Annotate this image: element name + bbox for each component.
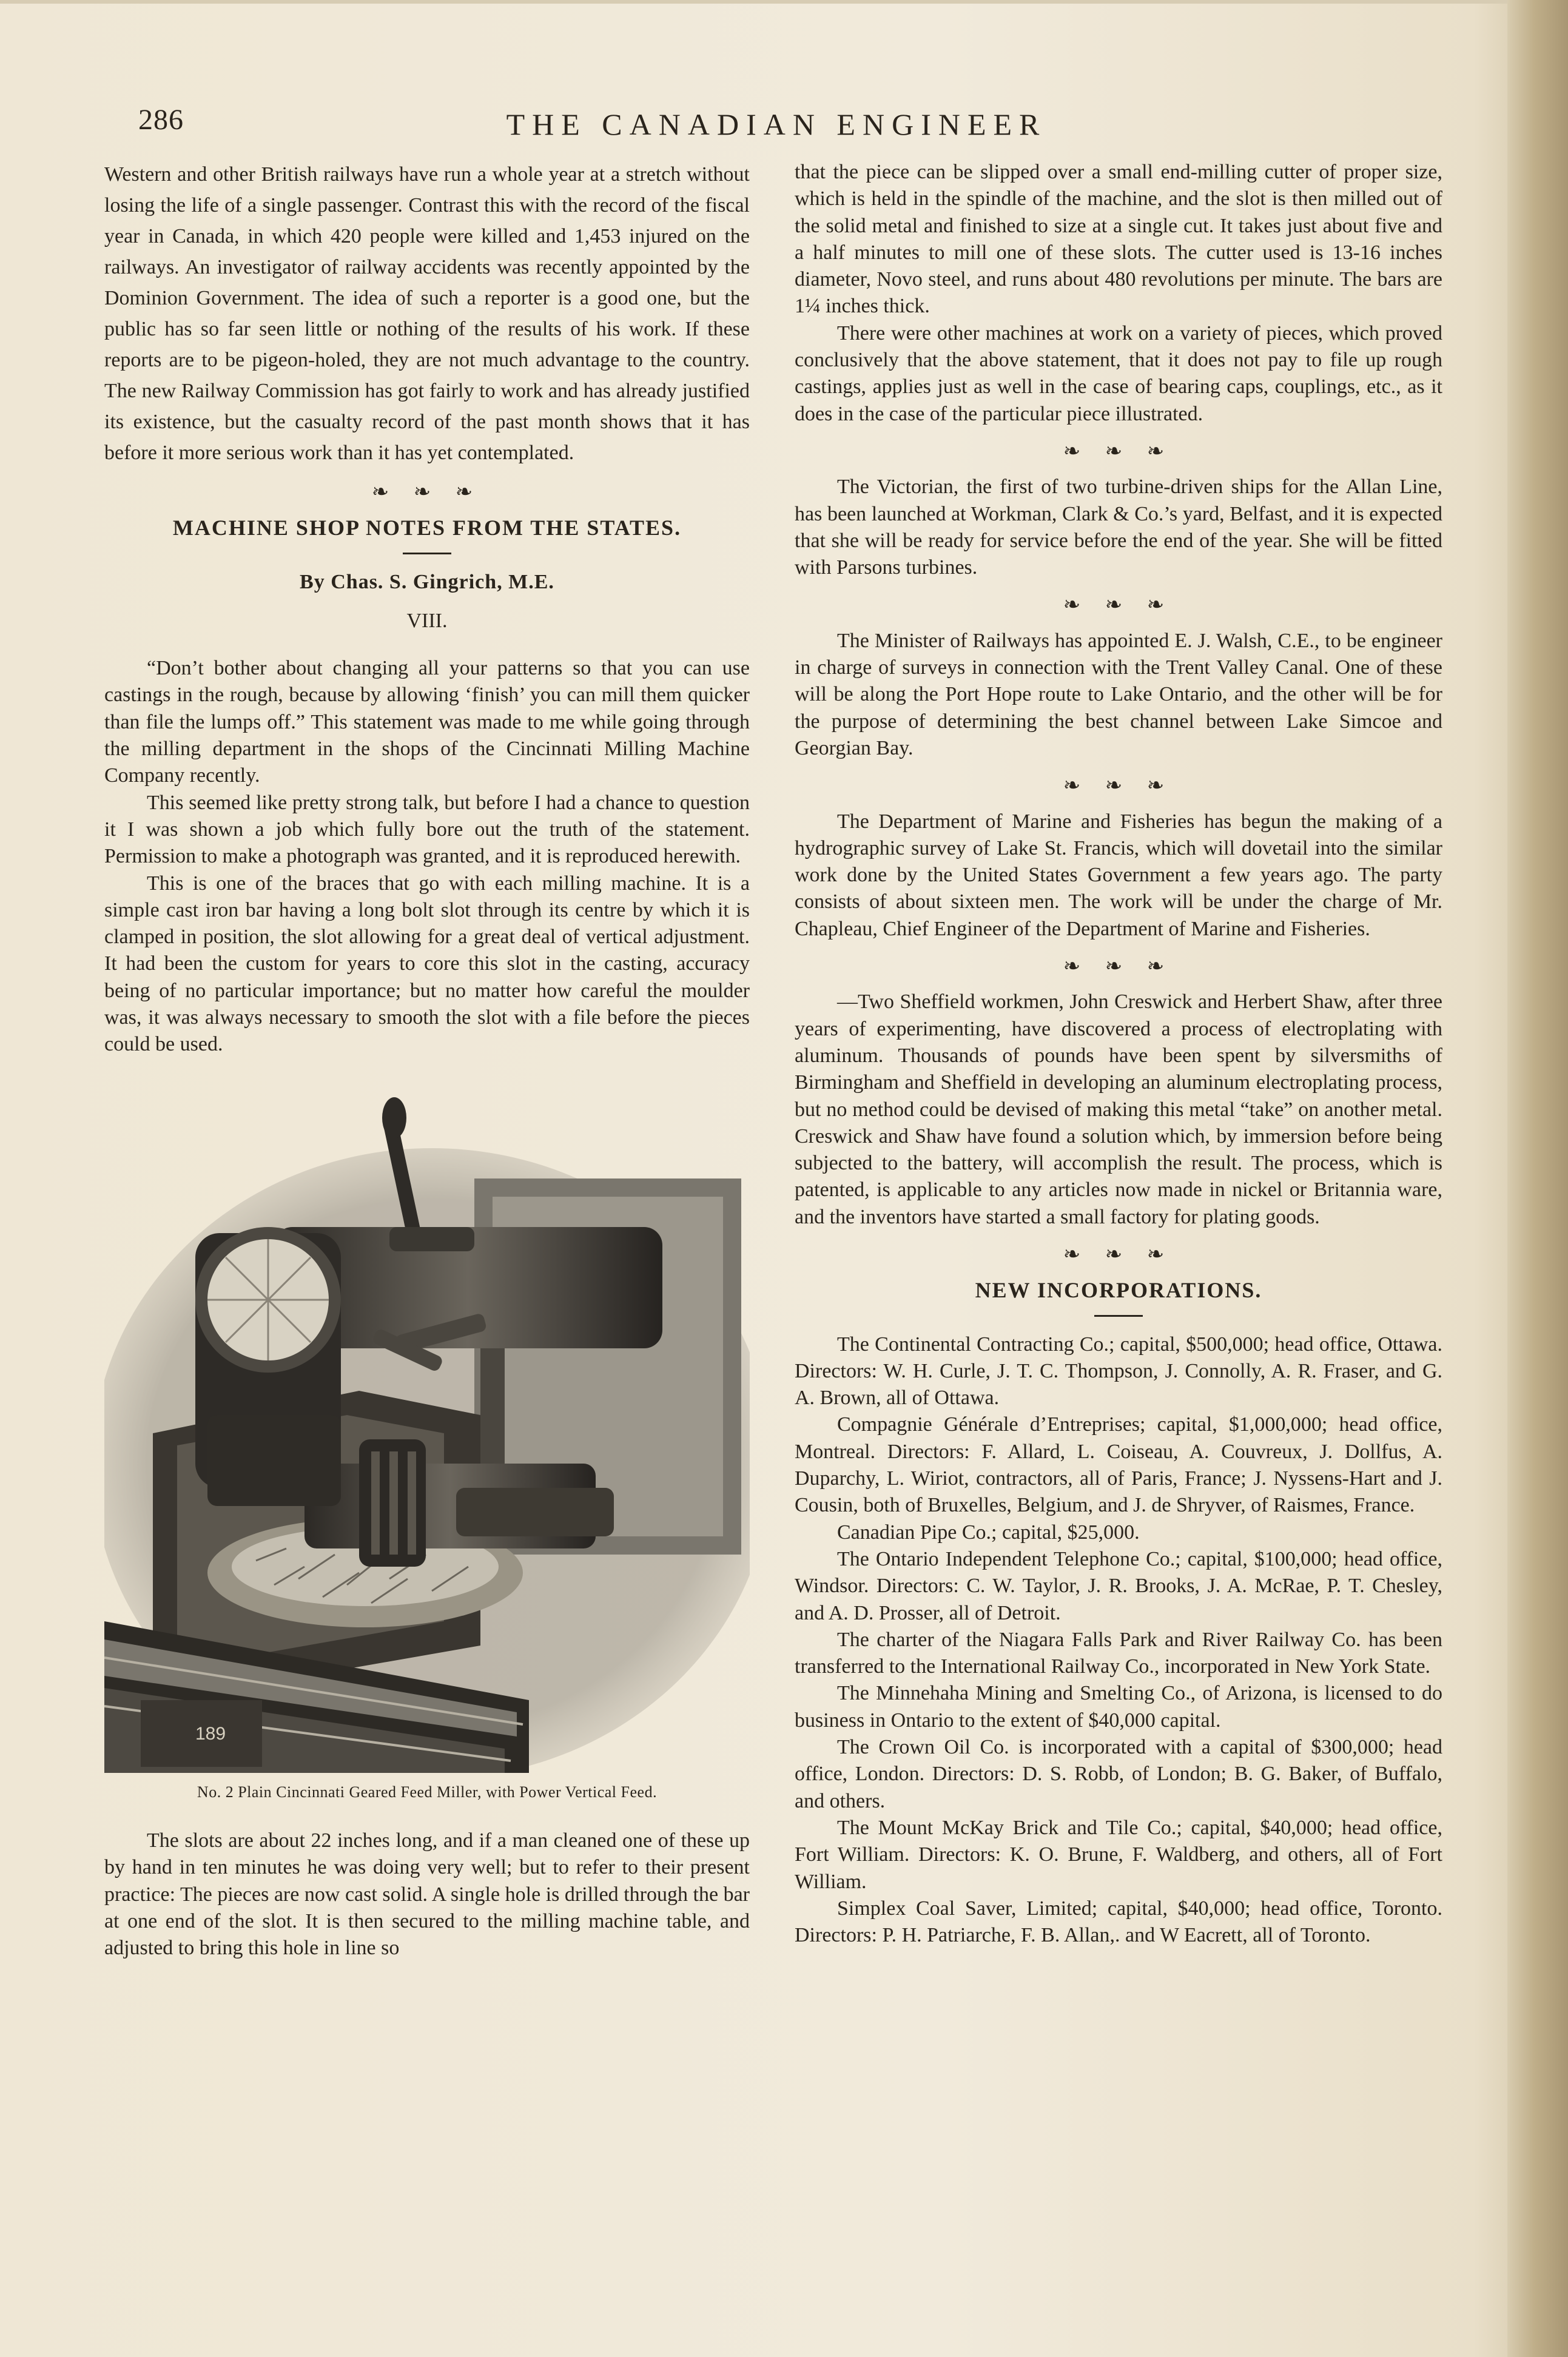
incorporation-entry: Compagnie Générale d’Entreprises; capital, $1,000,000; head office, Montreal. Directors: F. Allard, L. Coiseau, A. Couvreux, J. Dollfus, A. Duparchy, L. Wiriot, contractors, all of Paris, France; J. Nyssens-Hart and J. Cousin, both of Bruxelles, Belgium, and J. de Shryver, of Raismes, France. xyxy=(795,1413,1442,1517)
left-column xyxy=(104,159,750,1962)
title-rule xyxy=(403,553,451,554)
milling-machine-illustration xyxy=(104,1075,750,1773)
incorporation-entry: The Ontario Independent Telephone Co.; capital, $100,000; head office, Windsor. Directors: C. W. Taylor, J. R. Brooks, J. A. McRae, P. T. Chesley, and A. D. Prosser, all of Detroit. xyxy=(795,1547,1442,1624)
article-paragraph: This seemed like pretty strong talk, but before I had a chance to question it I was shown a job which fully bore out the truth of the statement. Permission to make a photograph was granted, and it is reproduced herewith. xyxy=(104,791,750,868)
incorporation-entry: The Crown Oil Co. is incorporated with a capital of $300,000; head office, London. Directors: D. S. Robb, of London; B. G. Baker, of Buffalo, and others. xyxy=(795,1736,1442,1812)
article-byline: By Chas. S. Gingrich, M.E. xyxy=(300,570,554,593)
article-part-number: VIII. xyxy=(406,609,448,632)
ornament-divider: ❧ ❧ ❧ xyxy=(1063,955,1174,978)
article-paragraph: “Don’t bother about changing all your patterns so that you can use castings in the rough, because by allowing ‘finish’ you can mill them quicker than file the lumps off.” This statement was made to me while going through the milling department in the shops of the Cincinnati Milling Machine Company recently. xyxy=(104,657,750,787)
page-binding-edge xyxy=(1507,0,1568,2357)
article-paragraph: This is one of the braces that go with each milling machine. It is a simple cast iron bar having a long bolt slot through its centre by which it is clamped in position, the slot allowing for a great deal of vertical adjustment. It had been the custom for years to core this slot in the casting, accuracy being of no particular importance; but no matter how careful the moulder was, it was always necessary to smooth the slot with a file before the pieces could be used. xyxy=(104,872,750,1056)
incorporations-title: NEW INCORPORATIONS. xyxy=(975,1278,1262,1303)
top-edge xyxy=(0,0,1568,4)
news-item: The Department of Marine and Fisheries has begun the making of a hydrographic survey of Lake St. Francis, which will dovetail into the similar work done by the United States Government a few years ago. The party consists of about sixteen men. The work will be under the charge of Mr. Chapleau, Chief Engineer of the Department of Marine and Fisheries. xyxy=(795,810,1442,940)
incorporation-entry: Canadian Pipe Co.; capital, $25,000. xyxy=(837,1521,1140,1544)
figure-number-label: 189 xyxy=(195,1723,226,1744)
incorporation-entry: The Minnehaha Mining and Smelting Co., of Arizona, is licensed to do business in Ontario to the extent of $40,000 capital. xyxy=(795,1682,1442,1732)
ornament-divider: ❧ ❧ ❧ xyxy=(1063,775,1174,798)
incorporation-entry: Simplex Coal Saver, Limited; capital, $40,000; head office, Toronto. Directors: P. H. Patriarche, F. B. Allan,. and W Eacrett, all of Toronto. xyxy=(795,1897,1442,1947)
news-item: The Victorian, the first of two turbine-driven ships for the Allan Line, has been launched at Workman, Clark & Co.’s yard, Belfast, and it is expected that she will be ready for service before the end of the year. She will be fitted with Parsons turbines. xyxy=(795,476,1442,579)
article-paragraph: The slots are about 22 inches long, and if a man cleaned one of these up by hand in ten minutes he was doing very well; but to refer to their present practice: The pieces are now cast solid. A single hole is drilled through the bar at one end of the slot. It is then secured to the milling machine table, and adjusted to bring this hole in line so xyxy=(104,1829,750,1960)
incorporation-entry: The Continental Contracting Co.; capital, $500,000; head office, Ottawa. Directors: W. H. Curle, J. T. C. Thompson, J. Connolly, A. R. Fraser, and G. A. Brown, all of Ottawa. xyxy=(795,1333,1442,1410)
intro-paragraph: Western and other British railways have run a whole year at a stretch without losing the life of a single passenger. Contrast this with the record of the fiscal year in Canada, in which 420 people were killed and 1,453 injured on the railways. An investigator of railway accidents was recently appointed by the Dominion Government. The idea of such a reporter is a good one, but the public has so far seen little or nothing of the results of his work. If these reports are to be pigeon-holed, they are not much advantage to the country. The new Railway Commission has got fairly to work and has already justified its existence, but the casualty record of the past month shows that it has before it more serious work than it has yet contemplated. xyxy=(104,163,750,464)
running-head: THE CANADIAN ENGINEER xyxy=(506,107,1047,141)
ornament-divider: ❧ ❧ ❧ xyxy=(371,481,483,503)
article-continuation: that the piece can be slipped over a small end-milling cutter of proper size, which is held in the spindle of the machine, and the slot is then milled out of the solid metal and finished to size at a single cut. It takes just about five and a half minutes to mill one of these slots. The cutter used is 13-16 inches diameter, Novo steel, and runs about 480 revolutions per minute. The bars are 1¼ inches thick. xyxy=(795,161,1442,318)
news-item: —Two Sheffield workmen, John Creswick and Herbert Shaw, after three years of experimenting, have discovered a process of electroplating with aluminum. Thousands of pounds have been spent by silversmiths of Birmingham and Sheffield in developing an aluminum electroplating process, but no method could be devised of making this metal “take” on another metal. Creswick and Shaw have found a solution which, by immersion before being subjected to the battery, will accomplish the result. The process, which is patented, is applicable to any articles now made in nickel or Britannia ware, and the inventors have started a small factory for plating goods. xyxy=(795,990,1442,1228)
figure-caption: No. 2 Plain Cincinnati Geared Feed Miller, with Power Vertical Feed. xyxy=(197,1783,658,1801)
ornament-divider: ❧ ❧ ❧ xyxy=(1063,1243,1174,1266)
article-title: MACHINE SHOP NOTES FROM THE STATES. xyxy=(172,516,682,540)
news-item: The Minister of Railways has appointed E. J. Walsh, C.E., to be engineer in charge of surveys in connection with the Trent Valley Canal. One of these will be along the Port Hope route to Lake Ontario, and the other will be for the purpose of determining the best channel between Lake Simcoe and Georgian Bay. xyxy=(795,629,1442,759)
milling-machine-drawing xyxy=(104,1075,750,1773)
page-header xyxy=(97,103,1456,152)
right-column xyxy=(795,159,1442,1949)
article-continuation: There were other machines at work on a variety of pieces, which proved conclusively that the above statement, that it does not pay to file up rough castings, applies just as well in the case of bearing caps, couplings, etc., as it does in the case of the particular piece illustrated. xyxy=(795,321,1442,425)
incorporation-entry: The charter of the Niagara Falls Park and River Railway Co. has been transferred to the International Railway Co., incorporated in New York State. xyxy=(795,1628,1442,1678)
title-rule xyxy=(1094,1315,1143,1317)
page-number: 286 xyxy=(138,104,184,136)
ornament-divider: ❧ ❧ ❧ xyxy=(1063,440,1174,463)
incorporation-entry: The Mount McKay Brick and Tile Co.; capital, $40,000; head office, Fort William. Directors: K. O. Brune, F. Waldberg, and others, all of Fort William. xyxy=(795,1816,1442,1893)
ornament-divider: ❧ ❧ ❧ xyxy=(1063,594,1174,617)
